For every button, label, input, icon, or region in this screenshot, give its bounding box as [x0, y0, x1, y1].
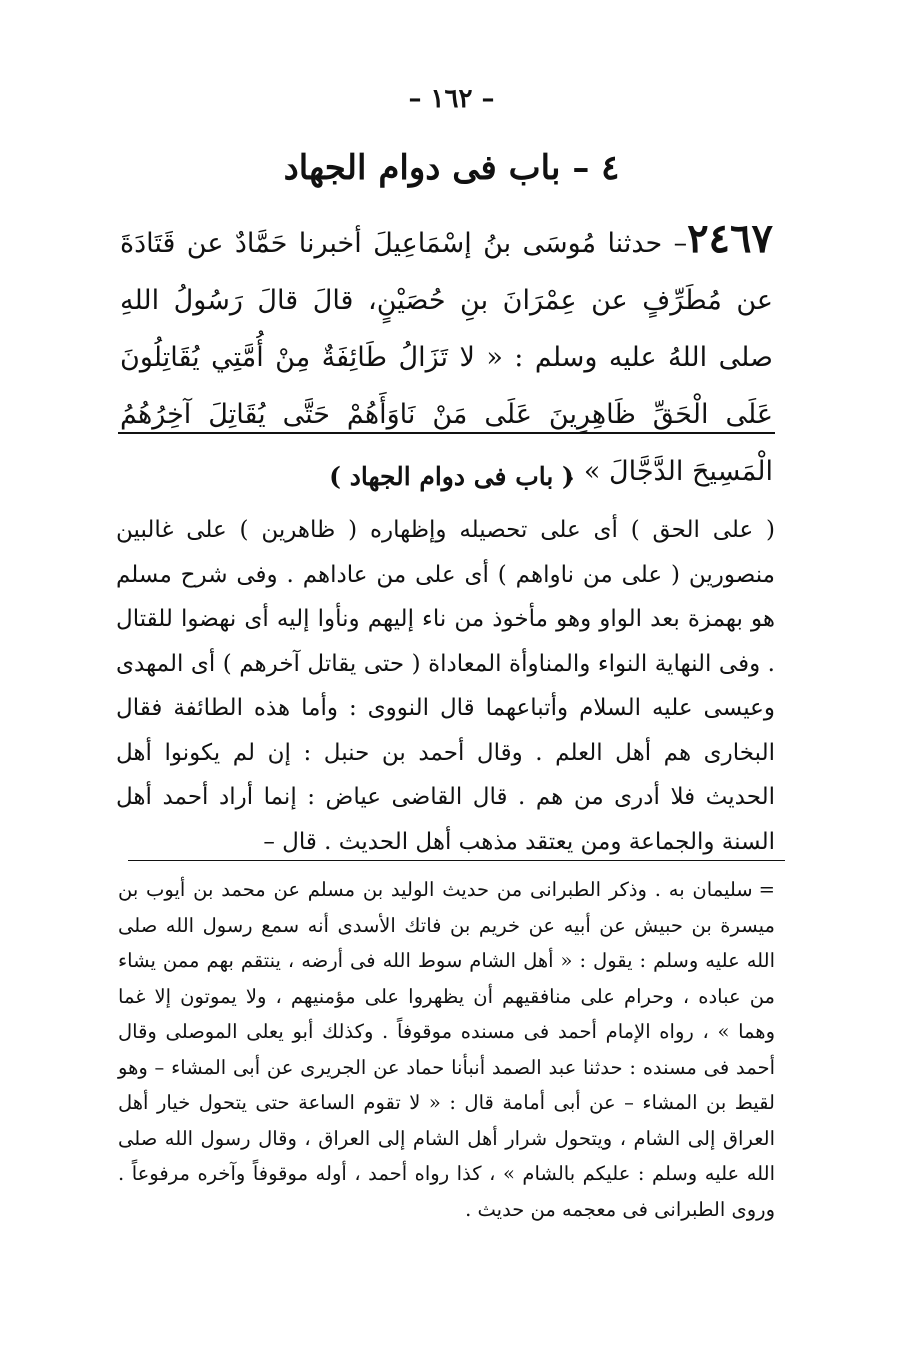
- commentary-body: ( على الحق ) أى على تحصيله وإظهاره ( ظاهرين ) على غالبين منصورين ( على من ناواهم ) أى على من عاداهم . وفى شرح مسلم هو بهمزة بعد الواو وهو مأخوذ من ناء إليهم ونأوا إليه أى نهضوا للقتال . وفى النهاية النواء والمناوأة المعاداة ( حتى يقاتل آخرهم ) أى المهدى وعيسى عليه السلام وأتباعهما قال النووى : وأما هذه الطائفة فقال البخارى هم أهل العلم . وقال أحمد بن حنبل : إن لم يكونوا أهل الحديث فلا أدرى من هم . قال القاضى عياض : إنما أراد أحمد أهل السنة والجماعة ومن يعتقد مذهب أهل الحديث . قال –: [116, 517, 775, 855]
- commentary-title: ( باب فى دوام الجهاد ): [329, 462, 574, 491]
- chapter-title: ٤ – باب فى دوام الجهاد: [283, 148, 620, 188]
- page-number: – ١٦٢ –: [408, 84, 495, 114]
- hadith-number: ٢٤٦٧: [687, 215, 773, 262]
- commentary-block: [116, 508, 775, 864]
- footnote-block: [118, 872, 775, 1227]
- footnote-divider: [128, 860, 785, 861]
- footnote-continuation-marker: =: [758, 878, 775, 901]
- hadith-body: حدثنا مُوسَى بنُ إسْمَاعِيلَ أخبرنا حَمَّادٌ عن قَتَادَةَ عن مُطَرِّفٍ عن عِمْرَانَ بنِ حُصَيْنٍ، قالَ قالَ رَسُولُ اللهِ صلى اللهُ عليه وسلم : « لا تَزَالُ طَائِفَةٌ مِنْ أُمَّتِي يُقَاتِلُونَ عَلَى الْحَقِّ ظَاهِرِينَ عَلَى مَنْ نَاوَأَهُمْ حَتَّى يُقَاتِلَ آخِرُهُمُ الْمَسِيحَ الدَّجَّالَ » .: [120, 228, 773, 487]
- section-divider: [118, 432, 775, 434]
- footnote-body: سليمان به . وذكر الطبرانى من حديث الوليد بن مسلم عن محمد بن أيوب بن ميسرة بن حبيش عن أبيه عن خريم بن فاتك الأسدى أنه سمع رسول الله صلى الله عليه وسلم : يقول : « أهل الشام سوط الله فى أرضه ، ينتقم بهم ممن يشاء من عباده ، وحرام على منافقيهم أن يظهروا على مؤمنيهم ، ولا يموتون إلا غما وهما » ، رواه الإمام أحمد فى مسنده موقوفاً . وكذلك أبو يعلى الموصلى وقال أحمد فى مسنده : حدثنا عبد الصمد أنبأنا حماد عن الجريرى عن أبى المشاء – وهو لقيط بن المشاء – عن أبى أمامة قال : « لا تقوم الساعة حتى يتحول خيار أهل العراق إلى الشام ، ويتحول شرار أهل الشام إلى العراق ، وقال رسول الله صلى الله عليه وسلم : عليكم بالشام » ، كذا رواه أحمد ، أوله موقوفاً وآخره مرفوعاً . وروى الطبرانى فى معجمه من حديث .: [118, 878, 775, 1221]
- hadith-dash: –: [673, 228, 688, 259]
- hadith-text-block: [120, 210, 773, 500]
